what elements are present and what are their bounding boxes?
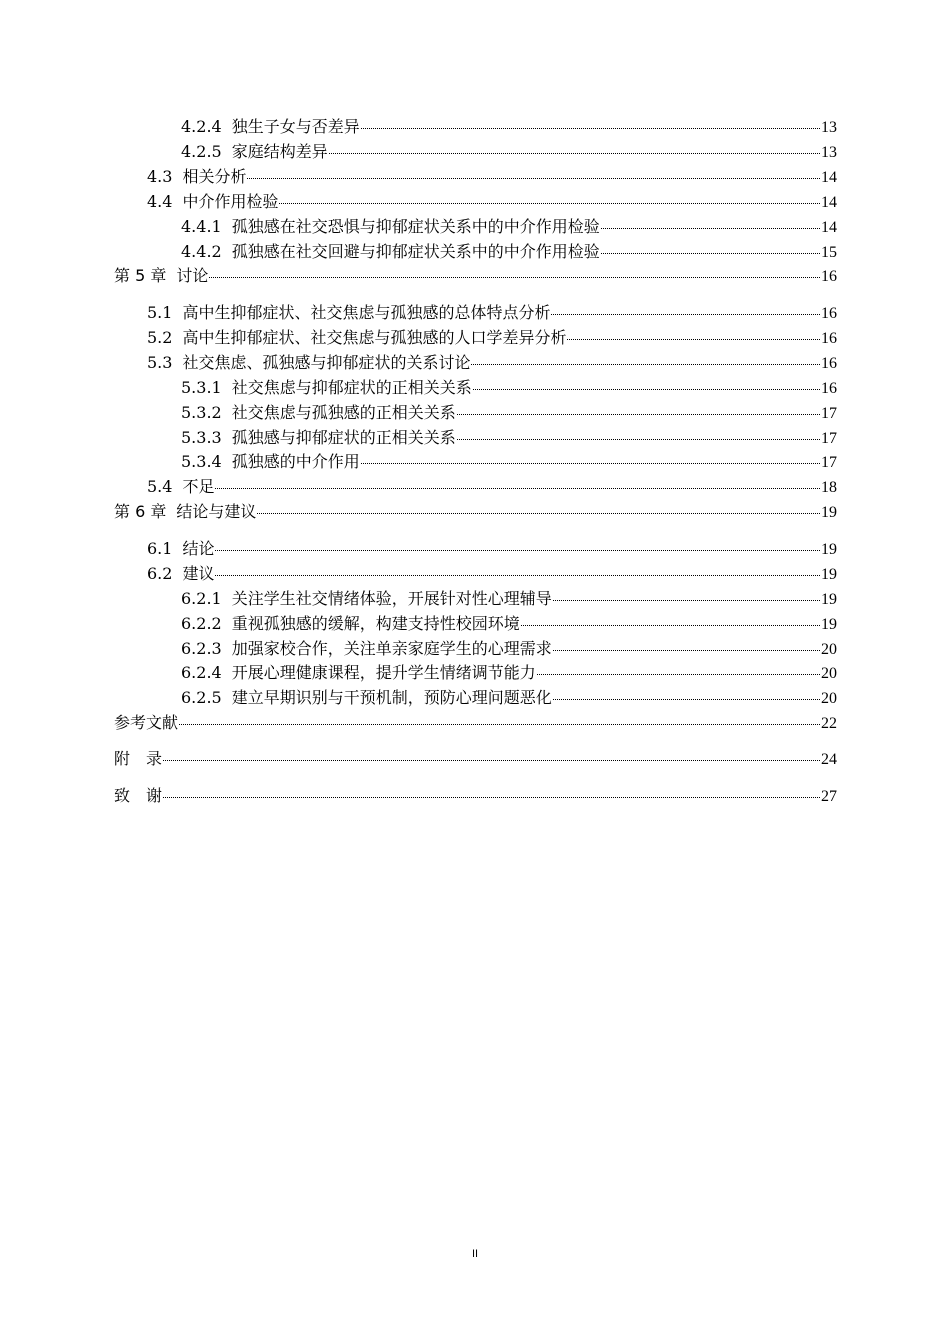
toc-entry[interactable]	[181, 241, 837, 264]
toc-entry[interactable]	[181, 402, 837, 425]
toc-entry[interactable]	[181, 216, 837, 239]
toc-entry-number: 6.2.4	[181, 663, 222, 682]
toc-entry-number: 6.1	[147, 539, 173, 558]
toc-entry-title: 参考文献	[114, 713, 179, 732]
toc-entry-page: 15	[821, 244, 837, 261]
toc-entry-title: 家庭结构差异	[231, 142, 328, 161]
toc-dot-leader	[215, 550, 820, 551]
toc-entry-page: 17	[821, 430, 837, 447]
toc-entry-page: 18	[821, 479, 837, 496]
toc-entry-page: 13	[821, 119, 837, 136]
toc-dot-leader	[279, 203, 820, 204]
toc-entry-page: 20	[821, 690, 837, 707]
toc-entry[interactable]	[147, 476, 837, 499]
toc-entry-page: 17	[821, 454, 837, 471]
toc-entry-page: 16	[821, 330, 837, 347]
toc-entry[interactable]	[147, 302, 837, 325]
toc-entry[interactable]	[181, 662, 837, 685]
toc-entry[interactable]	[181, 427, 837, 450]
toc-dot-leader	[537, 674, 820, 675]
toc-entry-page: 16	[821, 305, 837, 322]
toc-entry-page: 16	[821, 268, 837, 285]
toc-entry-page: 19	[821, 591, 837, 608]
toc-entry-number: 5.3	[147, 353, 173, 372]
toc-dot-leader	[601, 253, 820, 254]
toc-entry[interactable]	[114, 501, 837, 524]
toc-entry-title: 开展心理健康课程，提升学生情绪调节能力	[231, 663, 536, 682]
toc-entry-page: 16	[821, 380, 837, 397]
toc-entry-page: 19	[821, 616, 837, 633]
toc-dot-leader	[457, 414, 820, 415]
toc-entry[interactable]	[114, 712, 837, 735]
toc-entry[interactable]	[181, 451, 837, 474]
toc-entry-title: 加强家校合作，关注单亲家庭学生的心理需求	[231, 639, 552, 658]
toc-entry-title: 孤独感的中介作用	[231, 452, 360, 471]
toc-entry-title: 关注学生社交情绪体验，开展针对性心理辅导	[231, 589, 552, 608]
toc-entry[interactable]	[147, 166, 837, 189]
toc-entry-number: 4.2.4	[181, 117, 222, 136]
toc-entry[interactable]	[147, 191, 837, 214]
toc-dot-leader	[553, 650, 820, 651]
toc-dot-leader	[361, 463, 820, 464]
toc-entry-number: 第 5 章	[114, 266, 167, 285]
toc-entry[interactable]	[181, 141, 837, 164]
toc-dot-leader	[215, 575, 820, 576]
toc-entry-page: 13	[821, 144, 837, 161]
toc-entry-number: 4.3	[147, 167, 173, 186]
toc-entry-title: 中介作用检验	[182, 192, 279, 211]
toc-entry-number: 6.2.1	[181, 589, 222, 608]
toc-dot-leader	[553, 600, 820, 601]
toc-dot-leader	[179, 724, 820, 725]
toc-entry-page: 14	[821, 169, 837, 186]
toc-dot-leader	[247, 178, 820, 179]
toc-entry[interactable]	[181, 687, 837, 710]
toc-entry-page: 24	[821, 751, 837, 768]
toc-entry-number: 5.4	[147, 477, 173, 496]
toc-dot-leader	[601, 228, 820, 229]
toc-entry[interactable]	[114, 748, 837, 771]
toc-dot-leader	[329, 153, 820, 154]
toc-entry-number: 5.3.1	[181, 378, 222, 397]
toc-entry-number: 6.2.3	[181, 639, 222, 658]
toc-entry-page: 19	[821, 504, 837, 521]
toc-dot-leader	[551, 314, 820, 315]
toc-entry-title: 结论	[182, 539, 215, 558]
toc-entry-title: 社交焦虑与孤独感的正相关关系	[231, 403, 456, 422]
toc-entry[interactable]	[181, 588, 837, 611]
toc-entry-number: 4.4.1	[181, 217, 222, 236]
toc-entry-title: 建议	[182, 564, 215, 583]
toc-entry-title: 不足	[182, 477, 215, 496]
toc-entry-title: 孤独感在社交回避与抑郁症状关系中的中介作用检验	[231, 242, 600, 261]
toc-entry-number: 4.4	[147, 192, 173, 211]
toc-entry-title: 重视孤独感的缓解，构建支持性校园环境	[231, 614, 520, 633]
toc-entry[interactable]	[114, 265, 837, 288]
toc-entry-title: 讨论	[176, 266, 209, 285]
toc-entry-page: 20	[821, 641, 837, 658]
toc-entry-title: 社交焦虑、孤独感与抑郁症状的关系讨论	[182, 353, 471, 372]
toc-entry-number: 6.2	[147, 564, 173, 583]
toc-entry-number: 6.2.2	[181, 614, 222, 633]
toc-entry[interactable]	[147, 538, 837, 561]
toc-entry-page: 17	[821, 405, 837, 422]
toc-dot-leader	[471, 364, 820, 365]
toc-entry-title: 致 谢	[114, 786, 163, 805]
toc-entry-title: 高中生抑郁症状、社交焦虑与孤独感的总体特点分析	[182, 303, 551, 322]
toc-entry[interactable]	[147, 352, 837, 375]
toc-entry-title: 高中生抑郁症状、社交焦虑与孤独感的人口学差异分析	[182, 328, 567, 347]
toc-entry[interactable]	[181, 116, 837, 139]
toc-entry-title: 孤独感与抑郁症状的正相关关系	[231, 428, 456, 447]
toc-entry-number: 5.3.4	[181, 452, 222, 471]
toc-entry-number: 6.2.5	[181, 688, 222, 707]
toc-dot-leader	[457, 439, 820, 440]
toc-entry[interactable]	[114, 785, 837, 808]
toc-dot-leader	[163, 797, 820, 798]
toc-entry-number: 5.1	[147, 303, 173, 322]
toc-entry-page: 22	[821, 715, 837, 732]
toc-dot-leader	[521, 625, 820, 626]
toc-entry-page: 14	[821, 219, 837, 236]
toc-dot-leader	[567, 339, 820, 340]
toc-entry-page: 27	[821, 788, 837, 805]
toc-entry-page: 16	[821, 355, 837, 372]
toc-dot-leader	[473, 389, 820, 390]
toc-entry-title: 相关分析	[182, 167, 247, 186]
toc-entry-title: 建立早期识别与干预机制，预防心理问题恶化	[231, 688, 552, 707]
toc-entry-page: 14	[821, 194, 837, 211]
toc-entry[interactable]	[181, 613, 837, 636]
toc-dot-leader	[209, 277, 820, 278]
toc-entry-number: 4.4.2	[181, 242, 222, 261]
toc-dot-leader	[361, 128, 820, 129]
toc-dot-leader	[215, 488, 820, 489]
toc-entry-number: 5.3.3	[181, 428, 222, 447]
toc-entry-title: 附 录	[114, 749, 163, 768]
toc-entry-page: 19	[821, 566, 837, 583]
toc-entry-number: 5.3.2	[181, 403, 222, 422]
toc-entry[interactable]	[181, 377, 837, 400]
toc-dot-leader	[163, 760, 820, 761]
toc-entry-title: 结论与建议	[176, 502, 257, 521]
toc-entry-title: 独生子女与否差异	[231, 117, 360, 136]
toc-entry[interactable]	[181, 638, 837, 661]
toc-entry[interactable]	[147, 327, 837, 350]
toc-entry[interactable]	[147, 563, 837, 586]
toc-entry-number: 第 6 章	[114, 502, 167, 521]
toc-entry-page: 19	[821, 541, 837, 558]
page-number: II	[471, 1248, 479, 1260]
toc-entry-title: 社交焦虑与抑郁症状的正相关关系	[231, 378, 472, 397]
toc-dot-leader	[257, 513, 820, 514]
toc-dot-leader	[553, 699, 820, 700]
toc-entry-number: 4.2.5	[181, 142, 222, 161]
toc-entry-page: 20	[821, 665, 837, 682]
toc-entry-number: 5.2	[147, 328, 173, 347]
toc-entry-title: 孤独感在社交恐惧与抑郁症状关系中的中介作用检验	[231, 217, 600, 236]
